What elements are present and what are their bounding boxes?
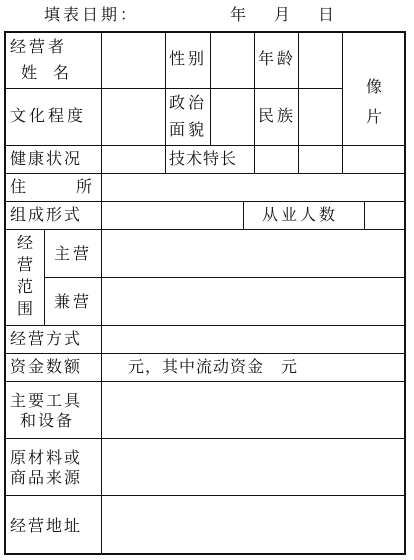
main-business-label: 主营 — [54, 244, 93, 263]
operation-mode-label: 经营方式 — [10, 329, 83, 348]
fill-date-label: 填表日期： — [44, 5, 140, 24]
skills-label: 技术特长 — [169, 149, 238, 168]
residence-label-2: 所 — [76, 177, 93, 196]
side-business-label: 兼营 — [54, 292, 93, 311]
column-divider — [44, 229, 45, 325]
skills-field[interactable] — [255, 146, 405, 172]
business-scope-label: 经 — [17, 233, 34, 252]
business-scope-label: 范 — [17, 277, 34, 296]
main-business-field[interactable] — [102, 230, 405, 276]
column-divider — [243, 201, 244, 229]
operator-name-label: 经营者 — [10, 37, 68, 56]
composition-label: 组成形式 — [10, 205, 83, 224]
month-label: 月 — [274, 5, 294, 24]
residence-label: 住 — [10, 177, 27, 196]
ethnicity-field[interactable] — [299, 89, 341, 144]
photo-label: 像 — [366, 77, 383, 96]
gender-field[interactable] — [211, 32, 253, 87]
political-status-label-2: 面貌 — [169, 120, 208, 139]
materials-source-label: 原材料或 — [10, 448, 83, 467]
employees-field[interactable] — [365, 202, 405, 228]
composition-field[interactable] — [102, 202, 242, 228]
political-status-label: 政治 — [169, 93, 208, 112]
political-status-field[interactable] — [211, 89, 253, 144]
materials-source-field[interactable] — [102, 439, 405, 494]
operator-name-field[interactable] — [102, 32, 164, 87]
gender-label: 性别 — [169, 49, 208, 68]
ethnicity-label: 民族 — [258, 106, 297, 125]
business-address-field[interactable] — [102, 496, 405, 554]
day-label: 日 — [318, 5, 338, 24]
age-label: 年龄 — [258, 49, 297, 68]
tools-equipment-label: 主要工具 — [10, 391, 83, 410]
capital-amount-text: 元，其中流动资金 元 — [128, 357, 299, 376]
row-divider — [4, 88, 342, 89]
photo-label-2: 片 — [366, 107, 383, 126]
photo-area[interactable] — [343, 32, 405, 144]
health-field[interactable] — [102, 146, 164, 172]
business-scope-label: 围 — [17, 299, 34, 318]
year-label: 年 — [230, 5, 250, 24]
education-field[interactable] — [102, 89, 164, 144]
business-scope-label: 营 — [17, 255, 34, 274]
operation-mode-field[interactable] — [102, 326, 405, 352]
capital-field[interactable] — [102, 354, 405, 380]
capital-label: 资金数额 — [10, 357, 83, 376]
age-field[interactable] — [299, 32, 341, 87]
employees-label: 从业人数 — [262, 205, 339, 224]
column-divider — [165, 31, 166, 173]
tools-equipment-field[interactable] — [102, 382, 405, 437]
residence-field[interactable] — [102, 174, 405, 200]
materials-source-label-2: 商品来源 — [10, 468, 83, 487]
education-label: 文化程度 — [10, 106, 87, 125]
health-label: 健康状况 — [10, 149, 83, 168]
side-business-field[interactable] — [102, 278, 405, 324]
tools-equipment-label-2: 和设备 — [20, 411, 75, 430]
operator-name-label-2: 姓 名 — [21, 63, 70, 82]
business-address-label: 经营地址 — [10, 516, 83, 535]
